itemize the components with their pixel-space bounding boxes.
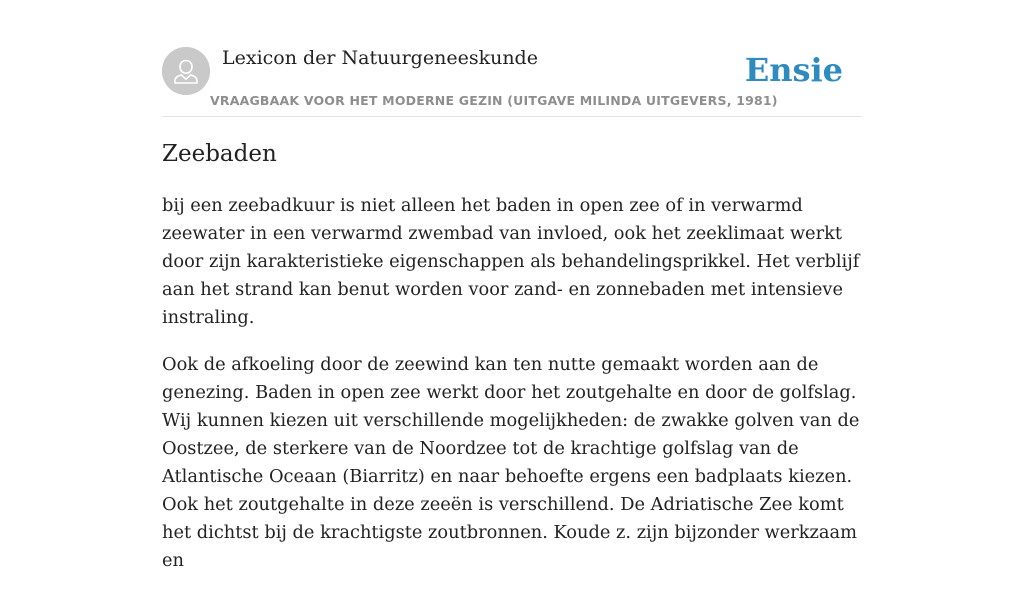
user-icon [162, 47, 210, 95]
ensie-logo[interactable]: Ensie [744, 51, 843, 89]
entry-title: Zeebaden [162, 141, 277, 167]
entry-paragraph: bij een zeebadkuur is niet alleen het baden in open zee of in verwarmd zeewater in een verwarmd zwembad van invloed, ook het zeeklimaat werkt door zijn karakteristieke eigenschappen als behandelingsprikkel. Het verblijf aan het strand kan benut worden voor zand- en zonnebaden met intensieve instraling. [162, 195, 860, 328]
source-header [162, 0, 862, 117]
source-subtitle: VRAAGBAAK VOOR HET MODERNE GEZIN (UITGAVE MILINDA UITGEVERS, 1981) [210, 93, 778, 108]
entry-paragraph: Ook de afkoeling door de zeewind kan ten nutte gemaakt worden aan de genezing. Baden in open zee werkt door het zoutgehalte en door de golfslag. Wij kunnen kiezen uit verschillende mogelijkheden: de zwakke golven van de Oostzee, de sterkere van de Noordzee tot de krachtige golfslag van de Atlantische Oceaan (Biarritz) en naar behoefte ergens een badplaats kiezen. Ook het zoutgehalte in deze zeeën is verschillend. De Adriatische Zee komt het dichtst bij de krachtigste zoutbronnen. Koude z. zijn bijzonder werkzaam en [162, 354, 860, 571]
page-container [162, 0, 862, 571]
entry-body [162, 192, 862, 594]
source-title-link[interactable]: Lexicon der Natuurgeneeskunde [222, 47, 538, 69]
source-avatar[interactable] [162, 47, 210, 95]
